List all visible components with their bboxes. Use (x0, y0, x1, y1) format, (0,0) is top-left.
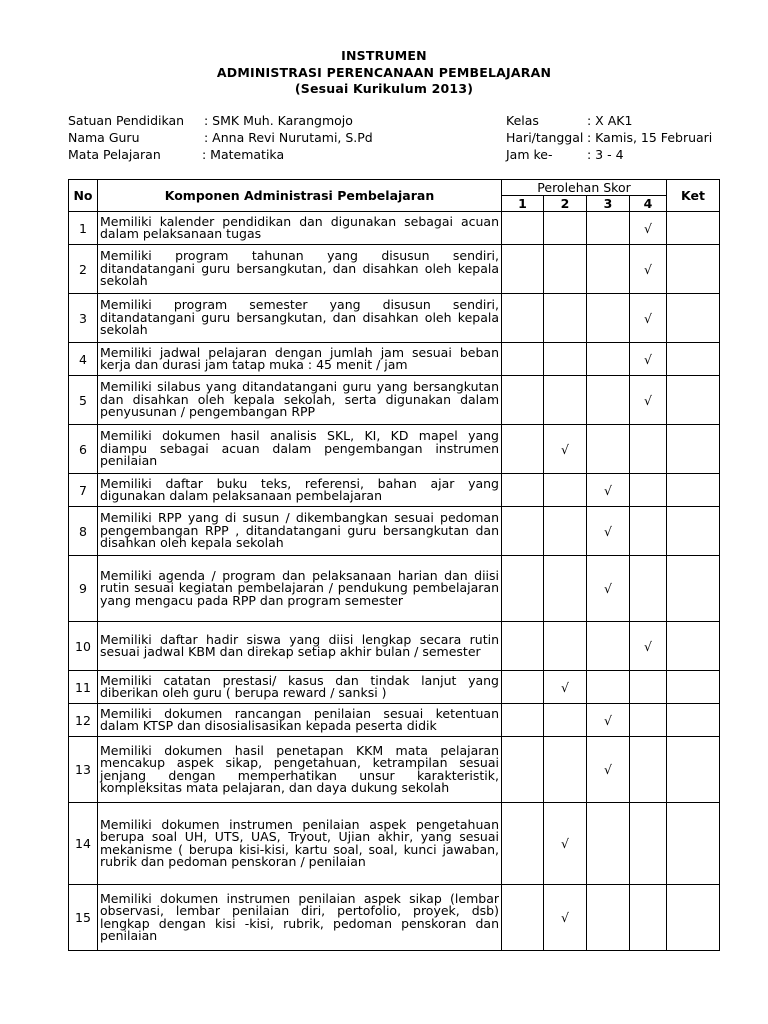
check-mark-icon: √ (561, 836, 569, 851)
check-mark-icon: √ (561, 441, 569, 457)
table-row (69, 245, 720, 294)
row-number: 10 (69, 622, 98, 671)
score-cell-1 (502, 376, 544, 425)
row-component-text: Memiliki dokumen hasil penetapan KKM mata pelajaran mencakup aspek sikap, pengetahuan, ketrampilan sesuai jenjang dengan memperhatikan unsur karakteristik, kompleksitas mata pelajaran, dan daya dukung sekolah (98, 737, 502, 803)
ket-cell (667, 737, 720, 803)
row-number: 11 (69, 671, 98, 704)
label-hari-tanggal: Hari/tanggal (506, 130, 584, 145)
row-component-text: Memiliki dokumen instrumen penilaian aspek sikap (lembar observasi, lembar penilaian diri, pertofolio, proyek, dsb) lengkap dengan kisi -kisi, rubrik, pedoman penskoran dan penilaian (98, 885, 502, 951)
table-row (69, 622, 720, 671)
ket-cell (667, 212, 720, 245)
ket-cell (667, 294, 720, 343)
score-cell-3 (587, 343, 630, 376)
score-cell-1 (502, 507, 544, 556)
value-jam-ke: : 3 - 4 (587, 147, 624, 162)
score-cell-1 (502, 803, 544, 885)
row-component-text: Memiliki program semester yang disusun sendiri, ditandatangani guru bersangkutan, dan disahkan oleh kepala sekolah (98, 294, 502, 343)
score-cell-2 (544, 212, 587, 245)
check-mark-icon: √ (644, 261, 652, 277)
score-cell-1 (502, 885, 544, 951)
table-row (69, 474, 720, 507)
score-cell-2 (544, 671, 587, 704)
table-row (69, 556, 720, 622)
score-cell-1 (502, 343, 544, 376)
row-number: 7 (69, 474, 98, 507)
check-mark-icon: √ (604, 523, 612, 539)
table-row (69, 343, 720, 376)
row-component-text: Memiliki kalender pendidikan dan digunakan sebagai acuan dalam pelaksanaan tugas (98, 212, 502, 245)
score-cell-4 (630, 474, 667, 507)
header-no: No (69, 180, 98, 212)
row-component-text: Memiliki daftar buku teks, referensi, bahan ajar yang digunakan dalam pelaksanaan pembelajaran (98, 474, 502, 507)
header-score-2: 2 (544, 196, 587, 212)
value-nama-guru: : Anna Revi Nurutami, S.Pd (204, 130, 373, 145)
score-cell-4 (630, 622, 667, 671)
row-component-text: Memiliki jadwal pelajaran dengan jumlah jam sesuai beban kerja dan durasi jam tatap muka : 45 menit / jam (98, 343, 502, 376)
row-component-text: Memiliki catatan prestasi/ kasus dan tindak lanjut yang diberikan oleh guru ( berupa reward / sanksi ) (98, 671, 502, 704)
score-cell-4 (630, 556, 667, 622)
header-perolehan-skor: Perolehan Skor (502, 180, 667, 196)
label-nama-guru: Nama Guru (68, 130, 140, 145)
score-cell-4 (630, 245, 667, 294)
row-component-text: Memiliki RPP yang di susun / dikembangkan sesuai pedoman pengembangan RPP , ditandatangani guru bersangkutan dan disahkan oleh kepala sekolah (98, 507, 502, 556)
value-hari-tanggal: : Kamis, 15 Februari (587, 130, 713, 145)
table-row (69, 507, 720, 556)
score-cell-4 (630, 343, 667, 376)
score-cell-4 (630, 885, 667, 951)
score-cell-2 (544, 704, 587, 737)
row-component-text: Memiliki dokumen hasil analisis SKL, KI, KD mapel yang diampu sebagai acuan dalam pengembangan instrumen penilaian (98, 425, 502, 474)
ket-cell (667, 671, 720, 704)
ket-cell (667, 376, 720, 425)
row-number: 5 (69, 376, 98, 425)
check-mark-icon: √ (644, 351, 652, 367)
score-cell-1 (502, 556, 544, 622)
row-component-text: Memiliki dokumen instrumen penilaian aspek pengetahuan berupa soal UH, UTS, UAS, Tryout, Ujian akhir, yang sesuai mekanisme ( berupa kisi-kisi, kartu soal, soal, kunci jawaban, rubrik dan pedoman penskoran / penilaian (98, 803, 502, 885)
score-cell-1 (502, 294, 544, 343)
row-number: 1 (69, 212, 98, 245)
score-cell-1 (502, 622, 544, 671)
row-component-text: Memiliki program tahunan yang disusun sendiri, ditandatangani guru bersangkutan, dan disahkan oleh kepala sekolah (98, 245, 502, 294)
check-mark-icon: √ (604, 581, 612, 596)
score-cell-2 (544, 425, 587, 474)
check-mark-icon: √ (604, 762, 612, 777)
score-cell-3 (587, 212, 630, 245)
score-cell-3 (587, 245, 630, 294)
row-number: 15 (69, 885, 98, 951)
score-cell-3 (587, 622, 630, 671)
score-cell-2 (544, 737, 587, 803)
score-cell-3 (587, 803, 630, 885)
score-cell-3 (587, 425, 630, 474)
table-row (69, 425, 720, 474)
score-cell-2 (544, 622, 587, 671)
row-number: 2 (69, 245, 98, 294)
row-number: 6 (69, 425, 98, 474)
value-kelas: : X AK1 (587, 113, 633, 128)
score-cell-3 (587, 704, 630, 737)
doc-title-line3: (Sesuai Kurikulum 2013) (294, 81, 474, 96)
table-row (69, 885, 720, 951)
score-cell-4 (630, 704, 667, 737)
row-number: 8 (69, 507, 98, 556)
row-number: 14 (69, 803, 98, 885)
table-row (69, 737, 720, 803)
score-cell-1 (502, 474, 544, 507)
score-cell-4 (630, 671, 667, 704)
ket-cell (667, 474, 720, 507)
score-cell-2 (544, 294, 587, 343)
row-number: 4 (69, 343, 98, 376)
ket-cell (667, 704, 720, 737)
table-row (69, 376, 720, 425)
score-cell-3 (587, 671, 630, 704)
check-mark-icon: √ (644, 638, 652, 654)
score-cell-4 (630, 803, 667, 885)
ket-cell (667, 556, 720, 622)
row-component-text: Memiliki dokumen rancangan penilaian sesuai ketentuan dalam KTSP dan disosialisasikan kepada peserta didik (98, 704, 502, 737)
row-component-text: Memiliki agenda / program dan pelaksanaan harian dan diisi rutin sesuai kegiatan pembelajaran / pendukung pembelajaran yang mengacu pada RPP dan program semester (98, 556, 502, 622)
score-cell-1 (502, 737, 544, 803)
score-cell-2 (544, 245, 587, 294)
check-mark-icon: √ (644, 392, 652, 408)
ket-cell (667, 245, 720, 294)
label-kelas: Kelas (506, 113, 539, 128)
table-row (69, 294, 720, 343)
header-ket: Ket (667, 180, 720, 212)
value-mata-pelajaran: : Matematika (202, 147, 285, 162)
score-cell-1 (502, 212, 544, 245)
score-cell-2 (544, 507, 587, 556)
ket-cell (667, 885, 720, 951)
label-mata-pelajaran: Mata Pelajaran (68, 147, 161, 162)
score-cell-4 (630, 507, 667, 556)
check-mark-icon: √ (604, 712, 612, 728)
score-cell-4 (630, 212, 667, 245)
ket-cell (667, 507, 720, 556)
row-component-text: Memiliki silabus yang ditandatangani guru yang bersangkutan dan disahkan oleh kepala sekolah, serta digunakan dalam penyusunan / pengembangan RPP (98, 376, 502, 425)
score-cell-3 (587, 556, 630, 622)
row-number: 12 (69, 704, 98, 737)
ket-cell (667, 343, 720, 376)
check-mark-icon: √ (561, 679, 569, 695)
table-row (69, 704, 720, 737)
check-mark-icon: √ (561, 910, 569, 925)
score-cell-1 (502, 704, 544, 737)
score-cell-3 (587, 474, 630, 507)
score-cell-2 (544, 474, 587, 507)
value-satuan-pendidikan: : SMK Muh. Karangmojo (204, 113, 353, 128)
check-mark-icon: √ (644, 220, 652, 236)
score-cell-2 (544, 343, 587, 376)
row-component-text: Memiliki daftar hadir siswa yang diisi lengkap secara rutin sesuai jadwal KBM dan direkap setiap akhir bulan / semester (98, 622, 502, 671)
score-cell-2 (544, 376, 587, 425)
header-score-1: 1 (502, 196, 544, 212)
score-cell-4 (630, 294, 667, 343)
header-score-3: 3 (587, 196, 630, 212)
header-komponen: Komponen Administrasi Pembelajaran (98, 180, 502, 212)
doc-title-line1: INSTRUMEN (341, 48, 427, 63)
table-row (69, 212, 720, 245)
score-cell-4 (630, 376, 667, 425)
score-cell-1 (502, 671, 544, 704)
doc-title-line2: ADMINISTRASI PERENCANAAN PEMBELAJARAN (216, 65, 552, 80)
ket-cell (667, 803, 720, 885)
score-cell-1 (502, 245, 544, 294)
score-cell-3 (587, 507, 630, 556)
label-jam-ke: Jam ke- (506, 147, 553, 162)
check-mark-icon: √ (644, 310, 652, 326)
score-cell-3 (587, 737, 630, 803)
score-cell-4 (630, 737, 667, 803)
ket-cell (667, 622, 720, 671)
score-cell-2 (544, 556, 587, 622)
score-cell-1 (502, 425, 544, 474)
score-cell-3 (587, 294, 630, 343)
header-score-4: 4 (630, 196, 667, 212)
label-satuan-pendidikan: Satuan Pendidikan (68, 113, 185, 128)
row-number: 3 (69, 294, 98, 343)
table-row (69, 671, 720, 704)
score-cell-4 (630, 425, 667, 474)
check-mark-icon: √ (604, 482, 612, 498)
score-cell-3 (587, 376, 630, 425)
row-number: 9 (69, 556, 98, 622)
row-number: 13 (69, 737, 98, 803)
score-cell-2 (544, 885, 587, 951)
score-cell-3 (587, 885, 630, 951)
score-cell-2 (544, 803, 587, 885)
ket-cell (667, 425, 720, 474)
assessment-table (68, 179, 720, 951)
table-row (69, 803, 720, 885)
